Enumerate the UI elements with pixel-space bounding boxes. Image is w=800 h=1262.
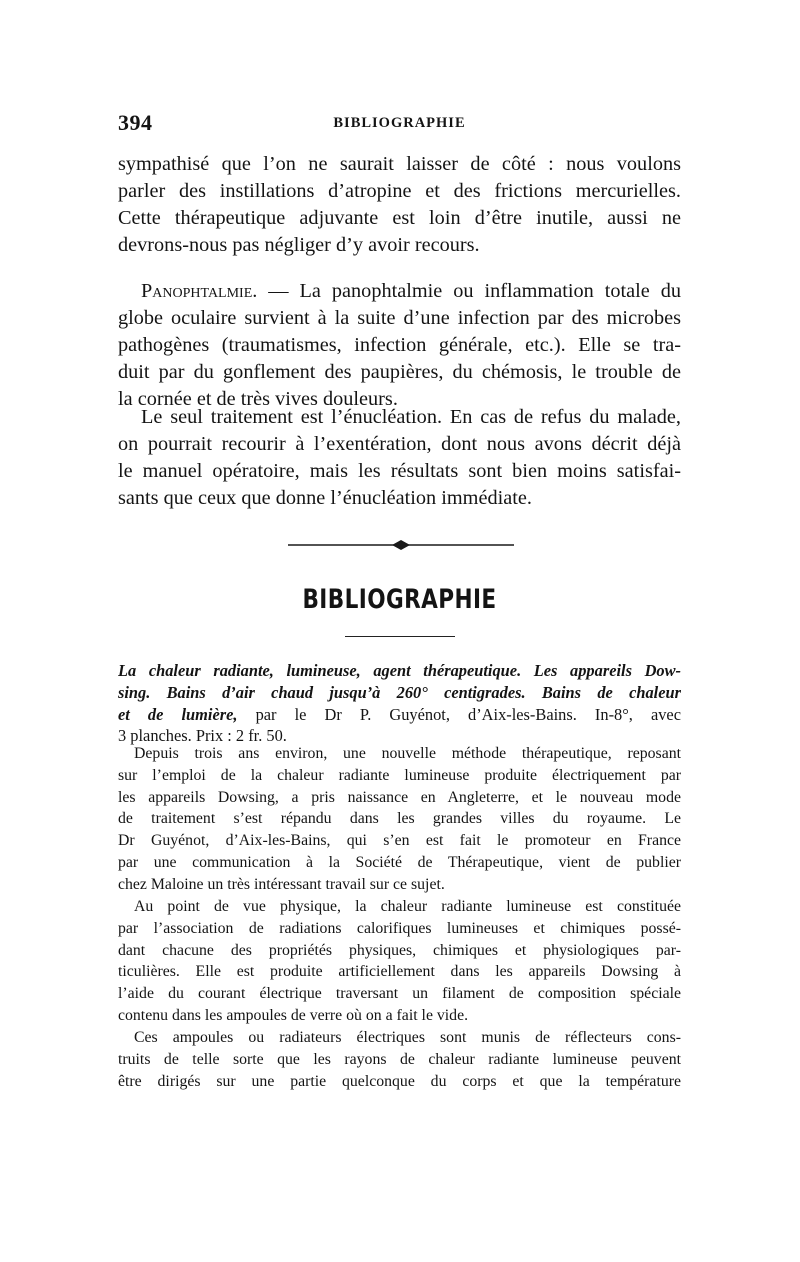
text-line	[118, 278, 681, 305]
text-line: la cornée et de très vives douleurs.	[118, 387, 398, 410]
page-header	[118, 110, 681, 140]
review-paragraph-1	[118, 743, 681, 896]
ornament-divider	[288, 537, 514, 553]
text-line: on pourrait recourir à l’exentération, dont nous avons décrit déjà	[118, 432, 681, 455]
text-line: Le seul traitement est l’énucléation. En cas de refus du malade,	[141, 406, 681, 428]
text-line: être dirigés sur une partie quelconque du corps et que la température	[118, 1072, 681, 1090]
text-line: Cette thérapeutique adjuvante est loin d’être inutile, aussi ne	[118, 206, 681, 229]
text-line: l’aide du courant électrique traversant un filament de composition spéciale	[118, 985, 681, 1003]
text-line: pathogènes (traumatismes, infection générale, etc.). Elle se tra-	[118, 333, 681, 356]
running-title: BIBLIOGRAPHIE	[333, 115, 466, 131]
text-line: sympathisé que l’on ne saurait laisser de côté : nous voulons	[118, 153, 681, 175]
paragraph-panophtalmie	[118, 278, 681, 412]
book-title-line: La chaleur radiante, lumineuse, agent thérapeutique. Les appareils Dow-	[118, 661, 681, 680]
text-line: globe oculaire survient à la suite d’une infection par des microbes	[118, 306, 681, 329]
text-line: contenu dans les ampoules de verre où on a fait le vide.	[118, 1006, 469, 1024]
book-author-fragment: par le Dr P. Guyénot, d’Aix-les-Bains. In-8°, avec	[237, 704, 681, 724]
review-paragraph-2	[118, 896, 681, 1027]
page-number: 394	[118, 110, 153, 135]
text-line: de traitement s’est répandu dans les grandes villes du royaume. Le	[118, 810, 681, 828]
text-line: Dr Guyénot, d’Aix-les-Bains, qui s’en est fait le promoteur en France	[118, 832, 681, 850]
book-title-fragment: et de lumière,	[118, 704, 238, 724]
paragraph-atropine	[118, 151, 681, 259]
text-line: Ces ampoules ou radiateurs électriques sont munis de réflecteurs cons-	[134, 1029, 681, 1046]
book-entry	[118, 660, 681, 747]
text-line: par l’association de radiations calorifiques lumineuses et chimiques possé-	[118, 919, 681, 937]
heading-rule	[345, 636, 455, 637]
text-line: le manuel opératoire, mais les résultats sont bien moins satisfai-	[118, 459, 681, 482]
text-line: parler des instillations d’atropine et des frictions mercurielles.	[118, 179, 681, 202]
paragraph-enucleation	[118, 404, 681, 512]
text-line: par une communication à la Société de Thérapeutique, vient de publier	[118, 853, 681, 871]
book-title-line	[118, 704, 681, 726]
book-price-line: 3 planches. Prix : 2 fr. 50.	[118, 726, 287, 746]
text-line: dant chacune des propriétés physiques, chimiques et physiologiques par-	[118, 941, 681, 959]
text-line: Au point de vue physique, la chaleur radiante lumineuse est constituée	[134, 898, 681, 915]
text-line: duit par du gonflement des paupières, du chémosis, le trouble de	[118, 360, 681, 383]
text-line: sants que ceux que donne l’énucléation immédiate.	[118, 486, 532, 509]
text-line: les appareils Dowsing, a pris naissance en Angleterre, et le nouveau mode	[118, 788, 681, 806]
review-paragraph-3	[118, 1027, 681, 1092]
text-line: truits de telle sorte que les rayons de chaleur radiante lumineuse peuvent	[118, 1050, 681, 1068]
text-line: chez Maloine un très intéressant travail sur ce sujet.	[118, 875, 445, 893]
section-heading: BIBLIOGRAPHIE	[302, 584, 497, 615]
text-fragment: — La panophtalmie ou inflammation totale du	[257, 280, 681, 302]
text-line: Depuis trois ans environ, une nouvelle méthode thérapeutique, reposant	[134, 745, 681, 762]
text-line: ticulières. Elle est produite artificiellement dans les appareils Dowsing à	[118, 963, 681, 981]
book-title-line: sing. Bains d’air chaud jusqu’à 260° centigrades. Bains de chaleur	[118, 682, 681, 702]
text-line: sur l’emploi de la chaleur radiante lumineuse produite électriquement par	[118, 766, 681, 784]
section-term: Panophtalmie.	[141, 280, 258, 302]
text-line: devrons-nous pas négliger d’y avoir recours.	[118, 233, 480, 256]
